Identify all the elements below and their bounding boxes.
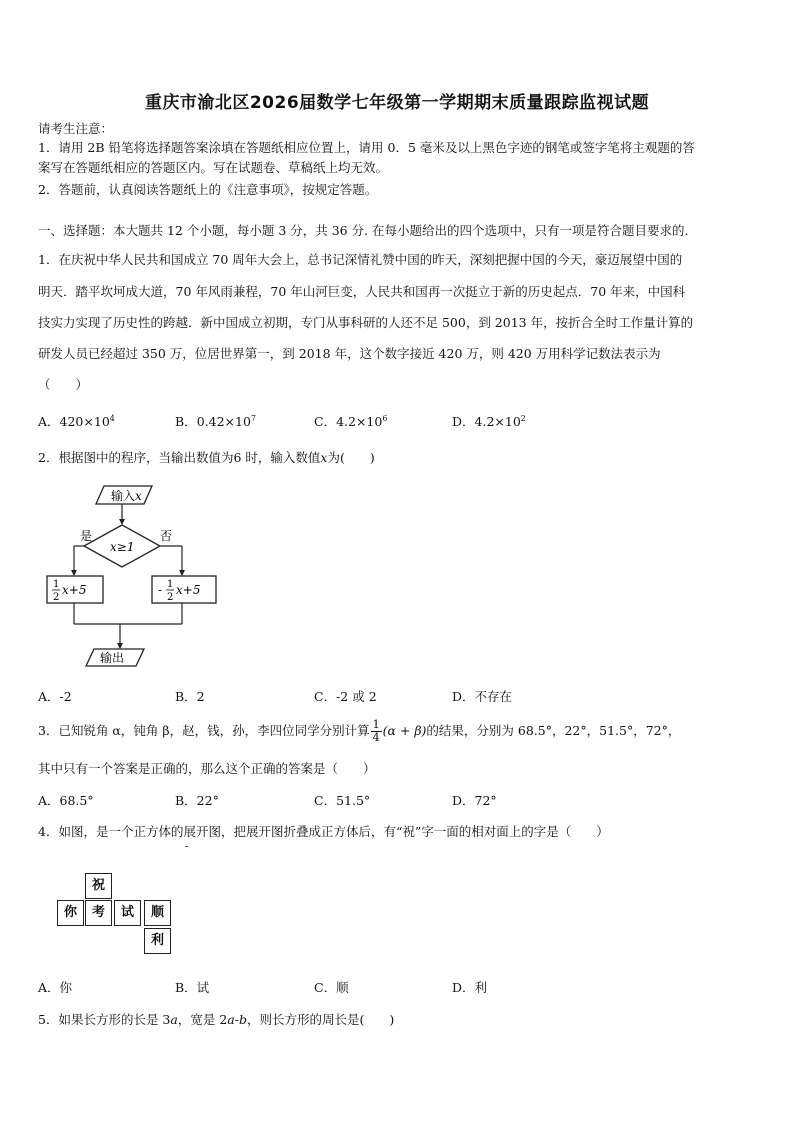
flow-no-label: 否 [160, 529, 173, 543]
q5-var-a: a [170, 1012, 178, 1027]
option-exponent: 7 [250, 414, 256, 423]
net-cell-shi: 试 [114, 900, 141, 926]
q1-option-c[interactable] [314, 412, 387, 430]
q3-option-a[interactable]: A．68.5° [38, 793, 94, 808]
option-exponent: 6 [382, 414, 388, 423]
option-exponent: 4 [109, 414, 115, 423]
q4-option-c[interactable]: C．顺 [314, 980, 349, 995]
net-cell-shun: 顺 [144, 900, 171, 926]
option-label: D． [452, 414, 475, 429]
q2-option-b[interactable]: B．2 [175, 689, 205, 704]
section-heading: 一、选择题：本大题共 12 个小题，每小题 3 分，共 36 分. 在每小题给出的四个选项中，只有一项是符合题目要求的. [38, 223, 689, 238]
q3-option-d[interactable]: D．72° [452, 793, 497, 808]
q3-fraction [371, 719, 382, 744]
q4-option-a[interactable]: A．你 [38, 980, 73, 995]
flow-right-sign: - [158, 583, 163, 597]
q1-paren: （ ） [38, 377, 89, 392]
option-base: 420×10 [59, 414, 110, 429]
q5-stem-post: ，则长方形的周长是( ) [246, 1012, 395, 1027]
q2-option-d[interactable]: D．不存在 [452, 689, 513, 704]
q2-option-c[interactable]: C．-2 或 2 [314, 689, 377, 704]
q3-stem-line-1 [38, 716, 680, 746]
q2-stem-pre: 2．根据图中的程序，当输出数值为6 时，输入数值 [38, 450, 321, 465]
q5-stem-pre: 5．如果长方形的长是 3 [38, 1012, 171, 1027]
net-cell-li: 利 [144, 928, 171, 954]
fraction-numerator: 1 [372, 718, 380, 731]
flow-yes-label: 是 [80, 529, 93, 543]
flow-output-label: 输出 [100, 651, 125, 665]
option-base: 4.2×10 [474, 414, 521, 429]
q3-stem-pre: 3．已知锐角 α，钝角 β，赵，钱，孙，李四位同学分别计算 [38, 723, 370, 738]
q1-line-4: 研发人员已经超过 350 万，位居世界第一，到 2018 年，这个数字接近 420 万，则 420 万用科学记数法表示为 [38, 346, 661, 361]
q3-expression: (α + β) [382, 723, 427, 738]
fraction-denominator: 4 [372, 731, 380, 744]
q3-stem-line-2: 其中只有一个答案是正确的，那么这个正确的答案是（ ） [38, 761, 376, 776]
q4-option-b[interactable]: B．试 [175, 980, 210, 995]
q1-line-1: 1．在庆祝中华人民共和国成立 70 周年大会上，总书记深情礼赞中国的昨天，深刻把握中国的今天，豪迈展望中国的 [38, 252, 683, 267]
flow-arrowhead [179, 570, 185, 576]
flow-left-rest: x+5 [62, 583, 87, 597]
stray-mark [185, 846, 188, 847]
q3-option-c[interactable]: C．51.5° [314, 793, 371, 808]
q1-line-3: 技实力实现了历史性的跨越．新中国成立初期，专门从事科研的人还不足 500，到 2013 年，按折合全时工作量计算的 [38, 315, 694, 330]
q4-cube-net [57, 873, 177, 958]
flow-right-den: 2 [167, 592, 174, 603]
q4-option-d[interactable]: D．利 [452, 980, 488, 995]
q1-option-a[interactable] [38, 412, 115, 430]
q1-option-d[interactable] [452, 412, 526, 430]
net-cell-kao: 考 [85, 900, 112, 926]
q5-var-ab: a-b [227, 1012, 247, 1027]
notice-item-2: 2．答题前，认真阅读答题纸上的《注意事项》，按规定答题。 [38, 182, 378, 197]
flow-arrowhead [119, 519, 125, 525]
flow-input-label: 输入x [111, 489, 142, 503]
flow-left-num: 1 [53, 579, 60, 590]
q3-stem-post: 的结果，分别为 68.5°，22°，51.5°，72°， [426, 723, 681, 738]
page-title: 重庆市渝北区2026届数学七年级第一学期期末质量跟踪监视试题 [144, 93, 650, 113]
net-cell-ni: 你 [57, 900, 84, 926]
flow-right-rest: x+5 [176, 583, 201, 597]
q2-option-a[interactable]: A．-2 [38, 689, 72, 704]
q2-stem [38, 448, 375, 466]
q3-option-b[interactable]: B．22° [175, 793, 219, 808]
q4-stem: 4．如图，是一个正方体的展开图，把展开图折叠成正方体后，有“祝”字一面的相对面上的字是（ ） [38, 824, 609, 839]
q5-stem-mid: ，宽是 2 [177, 1012, 228, 1027]
net-cell-zhu: 祝 [85, 873, 112, 899]
option-label: A． [38, 414, 60, 429]
flow-arrowhead [117, 643, 123, 649]
flow-arrowhead [71, 570, 77, 576]
notice-heading: 请考生注意： [38, 121, 114, 136]
q1-line-2: 明天．踏平坎坷成大道，70 年风雨兼程，70 年山河巨变，人民共和国再一次挺立于新的历史起点．70 年来，中国科 [38, 284, 686, 299]
option-label: B． [175, 414, 197, 429]
option-exponent: 2 [520, 414, 526, 423]
notice-item-1-line-1: 1．请用 2B 铅笔将选择题答案涂填在答题纸相应位置上，请用 0．5 毫米及以上黑色字迹的钢笔或签字笔将主观题的答 [38, 140, 695, 155]
flow-condition-label: x≥1 [110, 540, 135, 554]
option-label: C． [314, 414, 337, 429]
option-base: 0.42×10 [196, 414, 251, 429]
q2-stem-post: 为( ) [327, 450, 375, 465]
q5-stem [38, 1010, 394, 1028]
flow-left-den: 2 [53, 592, 60, 603]
flow-right-num: 1 [167, 579, 174, 590]
q2-stem-var: x [320, 450, 328, 465]
q1-option-b[interactable] [175, 412, 256, 430]
q2-flowchart [40, 482, 220, 672]
notice-item-1-line-2: 案写在答题纸相应的答题区内。写在试题卷、草稿纸上均无效。 [38, 160, 389, 175]
option-base: 4.2×10 [336, 414, 383, 429]
